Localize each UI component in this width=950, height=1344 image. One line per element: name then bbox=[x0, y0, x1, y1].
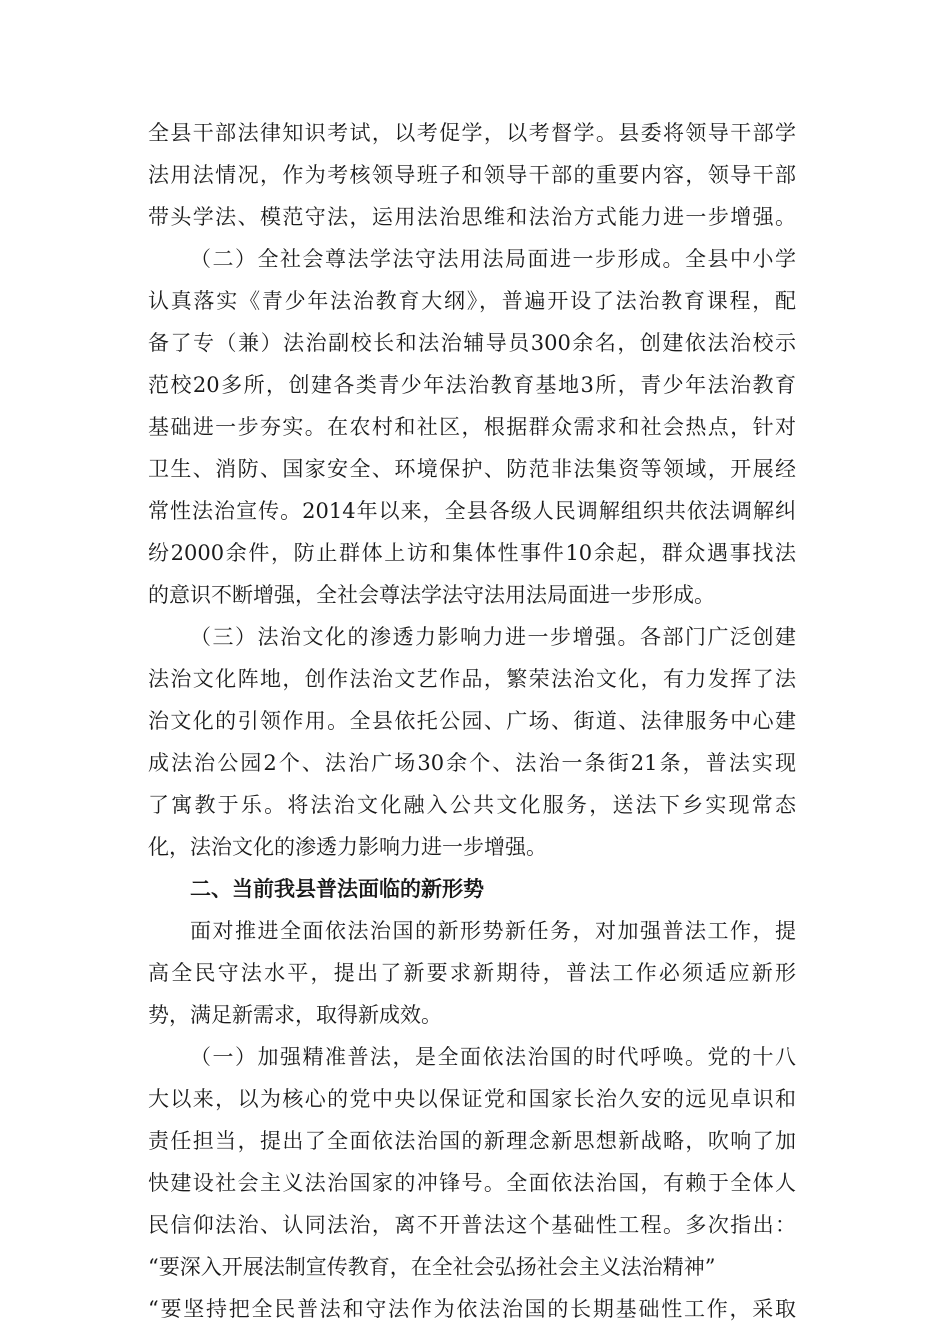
quote-line: “要深入开展法制宣传教育，在全社会弘扬社会主义法治精神” bbox=[148, 1255, 716, 1279]
quote-line: “要坚持把全民普法和守法作为依法治国的长期基础性工作，采取 bbox=[148, 1297, 796, 1321]
text-line: 备了专（兼）法治副校长和法治辅导员300余名，创建依法治校示 bbox=[148, 331, 796, 355]
paragraph-start-line: （一）加强精准普法，是全面依法治国的时代呼唤。党的十八 bbox=[190, 1045, 796, 1069]
text-line: 责任担当，提出了全面依法治国的新理念新思想新战略，吹响了加 bbox=[148, 1129, 796, 1153]
text-line: 成法治公园2个、法治广场30余个、法治一条街21条，普法实现 bbox=[148, 751, 796, 775]
paragraph-start-line: （三）法治文化的渗透力影响力进一步增强。各部门广泛创建 bbox=[190, 625, 796, 649]
paragraph-start-line: 面对推进全面依法治国的新形势新任务，对加强普法工作，提 bbox=[190, 919, 796, 943]
text-line: 基础进一步夯实。在农村和社区，根据群众需求和社会热点，针对 bbox=[148, 415, 796, 439]
paragraph-end-line: 的意识不断增强，全社会尊法学法守法用法局面进一步形成。 bbox=[148, 583, 715, 607]
text-line: 常性法治宣传。2014年以来，全县各级人民调解组织共依法调解纠 bbox=[148, 499, 796, 523]
text-line: 带头学法、模范守法，运用法治思维和法治方式能力进一步增强。 bbox=[148, 205, 796, 229]
text-line: 高全民守法水平，提出了新要求新期待，普法工作必须适应新形 bbox=[148, 961, 796, 985]
text-line: 治文化的引领作用。全县依托公园、广场、街道、法律服务中心建 bbox=[148, 709, 796, 733]
text-line: 认真落实《青少年法治教育大纲》，普遍开设了法治教育课程，配 bbox=[148, 289, 796, 313]
text-line: 了寓教于乐。将法治文化融入公共文化服务，送法下乡实现常态 bbox=[148, 793, 796, 817]
text-line: 大以来，以为核心的党中央以保证党和国家长治久安的远见卓识和 bbox=[148, 1087, 796, 1111]
paragraph-start-line: （二）全社会尊法学法守法用法局面进一步形成。全县中小学 bbox=[190, 247, 796, 271]
text-line: 纷2000余件，防止群体上访和集体性事件10余起，群众遇事找法 bbox=[148, 541, 796, 565]
text-line: 卫生、消防、国家安全、环境保护、防范非法集资等领域，开展经 bbox=[148, 457, 796, 481]
text-line: 法治文化阵地，创作法治文艺作品，繁荣法治文化，有力发挥了法 bbox=[148, 667, 796, 691]
text-line: 全县干部法律知识考试，以考促学，以考督学。县委将领导干部学 bbox=[148, 121, 796, 145]
text-line: 民信仰法治、认同法治，离不开普法这个基础性工程。多次指出： bbox=[148, 1213, 796, 1237]
paragraph-end-line: 势，满足新需求，取得新成效。 bbox=[148, 1003, 442, 1027]
text-line: 快建设社会主义法治国家的冲锋号。全面依法治国，有赖于全体人 bbox=[148, 1171, 796, 1195]
paragraph-end-line: 化，法治文化的渗透力影响力进一步增强。 bbox=[148, 835, 547, 859]
section-heading: 二、当前我县普法面临的新形势 bbox=[190, 876, 484, 901]
text-line: 范校20多所，创建各类青少年法治教育基地3所，青少年法治教育 bbox=[148, 373, 796, 397]
text-line: 法用法情况，作为考核领导班子和领导干部的重要内容，领导干部 bbox=[148, 163, 796, 187]
document-page bbox=[148, 112, 796, 1330]
